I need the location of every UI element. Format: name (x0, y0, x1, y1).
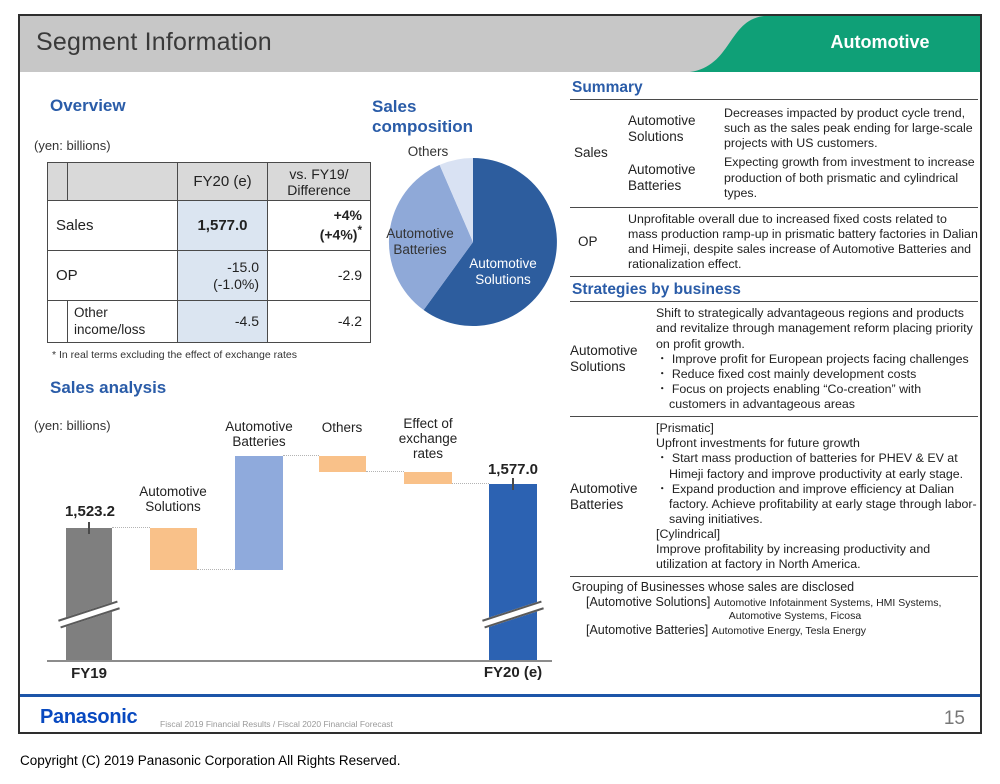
pie-label-solutions-line2: Solutions (475, 271, 531, 287)
waterfall-start-value: 1,523.2 (64, 503, 116, 520)
sales-fy20-value: 1,577.0 (178, 201, 268, 251)
summary-heading: Summary (570, 78, 978, 100)
table-row-other-income (48, 301, 371, 343)
summary-op-label: OP (578, 233, 598, 249)
strategies-solutions-text (656, 306, 978, 412)
text-line: Improve profitability by increasing productivity and utilization at factory in North America. (656, 542, 931, 572)
waterfall-bar-fy19 (66, 528, 112, 660)
text-line: ・ Reduce fixed cost mainly development costs (656, 366, 917, 381)
waterfall-bar-fx (404, 472, 452, 484)
summary-sales-block (570, 100, 978, 208)
footer-divider (20, 694, 980, 697)
sales-analysis-unit-note: (yen: billions) (34, 418, 111, 433)
summary-batteries-text: Expecting growth from investment to increase production of both prismatic and cylindrical types. (724, 155, 975, 200)
slide (18, 14, 982, 734)
summary-sales-subrows (628, 104, 978, 203)
op-value-line1: -15.0 (227, 258, 259, 275)
pie-label-batteries-line2: Batteries (393, 241, 447, 257)
text-line: ・ Expand production and improve efficiency at Dalian factory. Achieve profitability at early stage through labor-saving initiatives. (656, 481, 977, 526)
overview-heading: Overview (50, 96, 126, 115)
pie-label-batteries-line1: Automotive (386, 226, 454, 241)
waterfall-bar-batteries (235, 456, 283, 570)
table-row-op (48, 251, 371, 301)
other-income-label: Other income/loss (68, 301, 178, 343)
text-line: Upfront investments for future growth (656, 436, 860, 451)
sales-vs-value (268, 201, 371, 251)
grouping-batteries-list: Automotive Energy, Tesla Energy (711, 624, 867, 637)
wf-solutions-line1: Automotive (139, 484, 207, 499)
summary-solutions-text: Decreases impacted by product cycle trend, such as the sales peak ending for large-scale projects with US customers. (724, 106, 973, 151)
waterfall-tick-fy19 (88, 522, 90, 534)
overview-table (47, 162, 371, 343)
waterfall-category-fy20: FY20 (e) (483, 664, 543, 681)
waterfall-connector (366, 471, 404, 472)
page-number: 15 (943, 708, 965, 729)
grouping-title: Grouping of Businesses whose sales are disclosed (572, 580, 855, 595)
text-line: [Cylindrical] (656, 527, 721, 541)
header-bar (20, 16, 980, 72)
page-title: Segment Information (36, 28, 272, 56)
header-vs-line2: Difference (287, 181, 351, 198)
waterfall-bar-fy20 (489, 484, 537, 660)
sales-label: Sales (48, 201, 178, 251)
summary-row-batteries (628, 153, 978, 202)
summary-op-text: Unprofitable overall due to increased fixed costs related to mass production ramp-up in prismatic battery factories in Dalian and Himeji, despite sales increase of Automotive Batteries and rationalization effect. (628, 211, 978, 272)
wf-batteries-line2: Batteries (232, 434, 286, 450)
table-row-sales (48, 201, 371, 251)
header-empty-cell (68, 163, 178, 201)
grouping-block (570, 577, 978, 640)
waterfall-label-fx (388, 416, 468, 461)
waterfall-connector (452, 483, 489, 484)
pie-label-solutions-line1: Automotive (469, 256, 537, 271)
waterfall-label-batteries (209, 419, 309, 449)
waterfall-tick-fy20 (512, 478, 514, 490)
other-income-vs-value: -4.2 (268, 301, 371, 343)
wf-batteries-line1: Automotive (225, 419, 293, 434)
sales-vs-line2: (+4%) (319, 226, 358, 243)
header-fy20: FY20 (e) (178, 163, 268, 201)
panasonic-logo: Panasonic (40, 706, 138, 728)
op-value-line2: (-1.0%) (213, 275, 259, 292)
text-line: ・ Start mass production of batteries for PHEV & EV at Himeji factory and improve productivity at early stage. (656, 451, 964, 481)
waterfall-connector (197, 569, 235, 570)
strategies-batteries-label: Automotive Batteries (570, 480, 638, 512)
grouping-solutions-list1: Automotive Infotainment Systems, HMI Systems, (713, 597, 942, 610)
wf-fx-line2: exchange (398, 431, 458, 447)
waterfall-label-others: Others (321, 420, 363, 435)
strategies-batteries-text (656, 421, 978, 572)
op-label: OP (48, 251, 178, 301)
waterfall-label-solutions (123, 484, 223, 514)
waterfall-baseline (47, 660, 552, 662)
segment-badge: Automotive (830, 32, 930, 52)
indent-cell (48, 301, 68, 343)
header-vs (268, 163, 371, 201)
sales-vs-line1: +4% (333, 207, 362, 224)
strategies-heading: Strategies by business (570, 280, 978, 302)
summary-solutions-label: Automotive Solutions (628, 112, 696, 144)
strategies-solutions-label: Automotive Solutions (570, 343, 638, 375)
wf-fx-line1: Effect of (403, 416, 453, 431)
wf-fx-line3: rates (412, 446, 443, 462)
text-line: Shift to strategically advantageous regions and products and revitalize through management reform placing priority on profit growth. (656, 306, 973, 351)
grouping-batteries-line (572, 623, 978, 638)
text-line: ・ Improve profit for European projects facing challenges (656, 351, 969, 366)
summary-sales-label: Sales (574, 145, 608, 161)
op-vs-value: -2.9 (268, 251, 371, 301)
waterfall-connector (112, 527, 150, 528)
wf-solutions-line2: Solutions (145, 499, 201, 515)
sales-vs-asterisk: * (357, 224, 362, 238)
waterfall-category-fy19: FY19 (71, 665, 107, 682)
text-line: ・ Focus on projects enabling “Co-creation” with customers in advantageous areas (656, 381, 922, 411)
summary-batteries-label: Automotive Batteries (628, 161, 696, 194)
right-panel (570, 78, 978, 640)
grouping-batteries-tag: [Automotive Batteries] (586, 622, 709, 637)
summary-op-block (570, 208, 978, 278)
sales-analysis-heading: Sales analysis (50, 378, 167, 397)
sales-composition-heading: Sales composition (372, 97, 474, 136)
waterfall-end-value: 1,577.0 (487, 461, 539, 478)
strategies-solutions-block (570, 302, 978, 417)
table-header-row (48, 163, 371, 201)
waterfall-bar-solutions (150, 528, 197, 570)
header-vs-line1: vs. FY19/ (289, 165, 349, 182)
grouping-solutions-list2: Automotive Systems, Ficosa (728, 610, 862, 623)
op-fy20-value (178, 251, 268, 301)
text-line: [Prismatic] (656, 421, 714, 436)
header-empty-cell (48, 163, 68, 201)
waterfall-bar-others (319, 456, 366, 472)
summary-row-solutions (628, 104, 978, 153)
pie-label-solutions (448, 256, 558, 287)
footer-text: Fiscal 2019 Financial Results / Fiscal 2020 Financial Forecast (160, 719, 393, 729)
grouping-solutions-tag: [Automotive Solutions] (586, 595, 711, 610)
grouping-solutions-line (572, 595, 978, 610)
waterfall-connector (283, 455, 319, 456)
overview-unit-note: (yen: billions) (34, 138, 111, 153)
pie-label-batteries (365, 226, 475, 257)
other-income-fy20-value: -4.5 (178, 301, 268, 343)
table-footnote: * In real terms excluding the effect of exchange rates (52, 349, 297, 361)
strategies-batteries-block (570, 417, 978, 577)
pie-label-others: Others (407, 144, 449, 159)
copyright-text: Copyright (C) 2019 Panasonic Corporation All Rights Reserved. (20, 753, 401, 768)
